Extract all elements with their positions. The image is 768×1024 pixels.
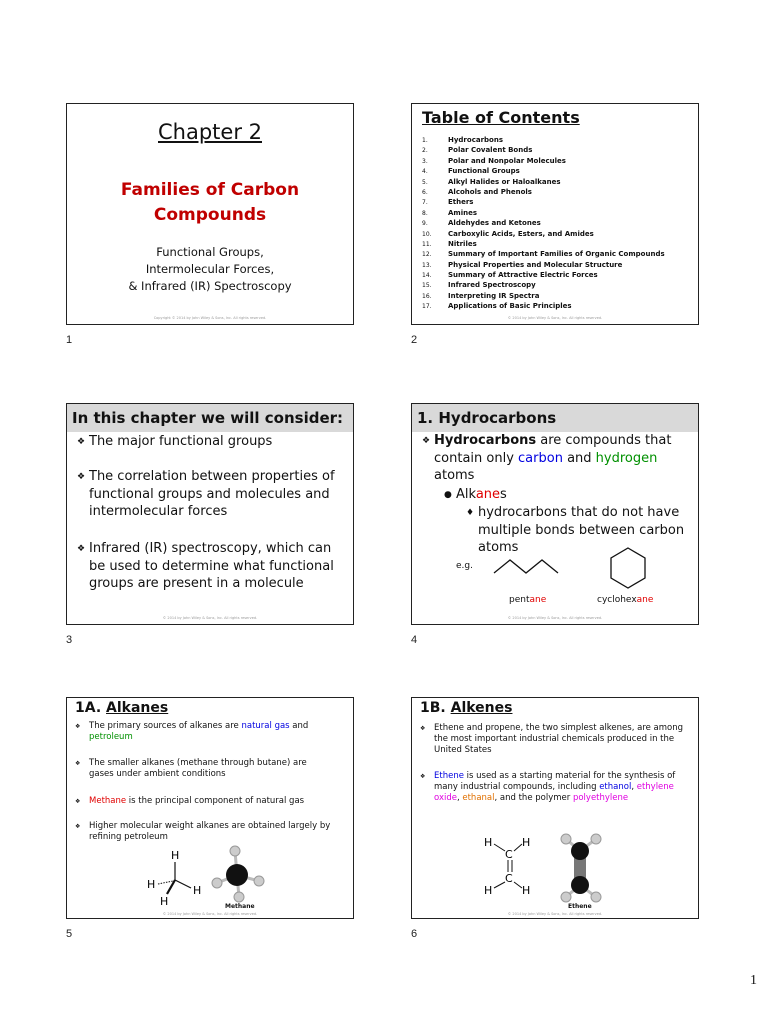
toc-item: 15. Infrared Spectroscopy xyxy=(422,281,536,290)
toc-item: 14. Summary of Attractive Electric Forces xyxy=(422,271,598,280)
toc-item: 12. Summary of Important Families of Organic Compounds xyxy=(422,250,665,259)
page-number: 1 xyxy=(750,973,757,988)
slide-3-title: In this chapter we will consider: xyxy=(67,404,353,432)
slide-number-5: 5 xyxy=(66,928,73,940)
sub-sub-bullet-item: ♦ hydrocarbons that do not have multiple bonds between carbon atoms xyxy=(466,505,685,555)
bullet-item: ❖ The smaller alkanes (methane through butane) are gases under ambient conditions xyxy=(75,758,307,779)
toc-item: 6. Alcohols and Phenols xyxy=(422,187,532,196)
svg-text:H: H xyxy=(193,884,202,897)
bullet-item: ❖ The major functional groups xyxy=(77,433,272,452)
toc-item: 1. Hydrocarbons xyxy=(422,136,503,144)
diamond-bullet-icon: ❖ xyxy=(75,798,81,805)
svg-text:H: H xyxy=(160,895,169,908)
bullet-item: ❖ The primary sources of alkanes are natural gas and petroleum xyxy=(75,721,309,742)
ethene-3d-model xyxy=(556,833,606,903)
diamond-bullet-icon: ❖ xyxy=(77,544,86,554)
sub-bullet-item: ● Alkanes xyxy=(444,486,507,505)
copyright: © 2014 by John Wiley & Sons, Inc. All rights reserved. xyxy=(507,316,603,320)
svg-text:H: H xyxy=(171,849,180,862)
bullet-item: ❖ Ethene is used as a starting material for the synthesis of many industrial compounds, including ethanol, ethylene oxide, ethanal, and the polymer polyethylene xyxy=(420,771,676,803)
svg-text:H: H xyxy=(522,884,531,896)
slide-3 xyxy=(66,403,354,625)
methane-3d-model xyxy=(209,843,269,907)
diamond-bullet-icon: ❖ xyxy=(75,760,81,767)
svg-text:H: H xyxy=(147,878,156,891)
bullet-item: ❖ Higher molecular weight alkanes are obtained largely by refining petroleum xyxy=(75,821,331,842)
cyclohexane-label: cyclohexane xyxy=(597,595,654,605)
bullet-item: ❖ The correlation between properties of functional groups and molecules and intermolecular forces xyxy=(77,469,335,519)
copyright: © 2014 by John Wiley & Sons, Inc. All rights reserved. xyxy=(507,616,603,620)
slide-2 xyxy=(411,103,699,325)
svg-text:C: C xyxy=(505,872,513,885)
toc-item: 16. Interpreting IR Spectra xyxy=(422,291,540,300)
bullet-item: ❖ Hydrocarbons are compounds that contain only carbon and hydrogen atoms xyxy=(422,433,672,483)
copyright: Copyright © 2014 by John Wiley & Sons, Inc. All rights reserved. xyxy=(153,316,267,320)
diamond-bullet-icon: ♦ xyxy=(466,508,475,518)
toc-item: 8. Amines xyxy=(422,208,478,217)
svg-text:H: H xyxy=(522,836,531,849)
pentane-label: pentane xyxy=(509,595,547,605)
toc-list xyxy=(422,135,665,312)
toc-item: 9. Aldehydes and Ketones xyxy=(422,219,541,228)
svg-text:H: H xyxy=(484,836,493,849)
toc-item: 3. Polar and Nonpolar Molecules xyxy=(422,156,566,165)
diamond-bullet-icon: ❖ xyxy=(420,725,426,732)
diamond-bullet-icon: ❖ xyxy=(75,723,81,730)
cyclohexane-structure xyxy=(608,546,648,590)
dot-bullet-icon: ● xyxy=(444,490,452,500)
eg-label: e.g. xyxy=(456,561,473,571)
slide-number-3: 3 xyxy=(66,634,73,646)
toc-item: 11. Nitriles xyxy=(422,239,477,248)
toc-item: 7. Ethers xyxy=(422,198,474,207)
diamond-bullet-icon: ❖ xyxy=(77,472,86,482)
slide-number-4: 4 xyxy=(411,634,418,646)
copyright: © 2014 by John Wiley & Sons, Inc. All rights reserved. xyxy=(162,616,258,620)
slide-5-title: 1A. Alkanes xyxy=(75,700,169,716)
toc-title: Table of Contents xyxy=(422,108,580,127)
copyright: © 2014 by John Wiley & Sons, Inc. All rights reserved. xyxy=(162,912,258,916)
slide-number-2: 2 xyxy=(411,334,418,346)
slide-4-title: 1. Hydrocarbons xyxy=(412,404,698,432)
slide-number-6: 6 xyxy=(411,928,418,940)
slide-number-1: 1 xyxy=(66,334,73,346)
copyright: © 2014 by John Wiley & Sons, Inc. All rights reserved. xyxy=(507,912,603,916)
toc-item: 4. Functional Groups xyxy=(422,167,520,176)
svg-text:H: H xyxy=(484,884,493,896)
slide-4 xyxy=(411,403,699,625)
chapter-heading: Chapter 2 xyxy=(158,120,262,144)
diamond-bullet-icon: ❖ xyxy=(420,773,426,780)
slide-6-title: 1B. Alkenes xyxy=(420,700,513,716)
bullet-item: ❖ Methane is the principal component of natural gas xyxy=(75,796,305,806)
slide-6 xyxy=(411,697,699,919)
bullet-item: ❖ Ethene and propene, the two simplest alkenes, are among the most important industrial chemicals produced in the United States xyxy=(420,723,684,755)
toc-item: 17. Applications of Basic Principles xyxy=(422,302,572,311)
ethene-label: Ethene xyxy=(568,903,592,910)
slide-1-title: Families of Carbon Compounds xyxy=(120,180,300,225)
ethene-structure xyxy=(482,832,542,896)
diamond-bullet-icon: ❖ xyxy=(422,436,431,446)
pentane-structure xyxy=(492,555,564,577)
toc-item: 13. Physical Properties and Molecular Structure xyxy=(422,260,623,269)
toc-item: 2. Polar Covalent Bonds xyxy=(422,146,533,155)
toc-item: 10. Carboxylic Acids, Esters, and Amides xyxy=(422,229,594,238)
toc-item: 5. Alkyl Halides or Haloalkanes xyxy=(422,177,561,186)
methane-label: Methane xyxy=(225,903,255,910)
slide-1-subtitle: Functional Groups, Intermolecular Forces, & Infrared (IR) Spectroscopy xyxy=(128,245,292,293)
diamond-bullet-icon: ❖ xyxy=(75,823,81,830)
slide-1 xyxy=(66,103,354,325)
diamond-bullet-icon: ❖ xyxy=(77,437,86,447)
bullet-item: ❖ Infrared (IR) spectroscopy, which can be used to determine what functional groups are present in a molecule xyxy=(77,541,334,591)
slide-5 xyxy=(66,697,354,919)
methane-structure xyxy=(143,848,213,910)
svg-text:C: C xyxy=(505,848,513,861)
